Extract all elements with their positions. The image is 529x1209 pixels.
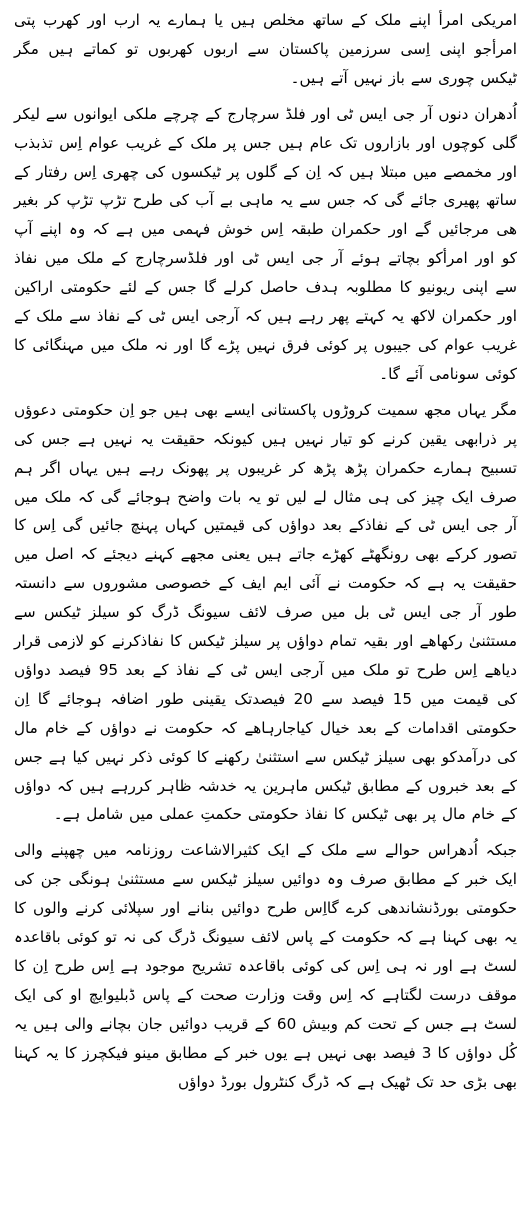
paragraph-3: مگر یہاں مجھ سمیت کروڑوں پاکستانی ایسے بھی ہیں جو اِن حکومتی دعوؤں پر ذرابھی یقین کرنے کو تیار نہیں ہیں کیونکہ حقیقت یہ نہیں ہے جس کی تسبیح ہمارے حکمران پڑھ پڑھ کر غریبوں پر پھونک رہے ہیں یہاں اگر ہم صرف ایک چیز کی ہی مثال لے لیں تو یہ بات واضح ہوجائے گی کہ ملک میں آر جی ایس ٹی کے نفاذکے بعد دواؤں کی قیمتیں کہاں پہنچ جائیں گی اِس کا تصور کرکے بھی رونگھٹے کھڑے جاتے ہیں یعنی مجھے کہنے دیجئے کہ اصل میں حقیقت یہ ہے کہ حکومت نے آئی ایم ایف کے خصوصی مشوروں سے دانستہ طور آر جی ایس ٹی بل میں صرف لائف سیونگ ڈرگ کو سیلز ٹیکس سے مستثنیٰ رکھاھے اور بقیہ تمام دواؤں پر سیلز ٹیکس کا نفاذکرنے کو لازمی قرار دیاھے اِس طرح تو ملک میں آرجی ایس ٹی کے نفاذ کے بعد 95 فیصد دواؤں کی قیمت میں 15 فیصد سے 20 فیصدتک یقینی طور اضافہ ہوجائے گا اِن حکومتی اقدامات کے بعد خیال کیاجارہاھے کہ حکومت نے دواؤں کے خام مال کی درآمدکو بھی سیلز ٹیکس سے استثنیٰ رکھنے کا کوئی ذکر نہیں کیا ہے جس کے بعد خبروں کے مطابق ٹیکس ماہرین یہ خدشہ ظاہر کررہے ہیں کہ دواؤں کے خام مال پر بھی ٹیکس کا نفاذ حکومتی حکمتِ عملی میں شامل ہے۔	[14, 400, 517, 824]
paragraph-4: جبکہ اُدھراس حوالے سے ملک کے ایک کثیرالاشاعت روزنامہ میں چھپنے والی ایک خبر کے مطابق صرف وہ دوائیں سیلز ٹیکس سے مستثنیٰ ہونگی جن کی حکومتی بورڈنشاندھی کرے گااِس طرح دوائیں بنانے اور سپلائی کرنے والوں کا یہ بھی کہنا ہے کہ حکومت کے پاس لائف سیونگ ڈرگ کی نہ تو کوئی باقاعدہ لسٹ ہے اور نہ ہی اِس کی کوئی باقاعدہ تشریح موجود ہے اِس طرح اِن کا موقف درست لگتاہے کہ اِس وقت وزارت صحت کے پاس ڈبلیوایچ او کی ایک لسٹ ہے جس کے تحت کم وبیش 60 کے قریب دوائیں جان بچانے والی ہیں یہ کُل دواؤں کا 3 فیصد بھی نہیں ہے یوں خبر کے مطابق مینو فیکچرز کا یہ کہنا بھی بڑی حد تک ٹھیک ہے کہ ڈرگ کنٹرول بورڈ دواؤں	[14, 841, 517, 1091]
paragraph-1: امریکی امرأ اپنے ملک کے ساتھ مخلص ہیں یا ہمارے یہ ارب اور کھرب پتی امرأجو اپنی اِسی سرزمین پاکستان سے اربوں کھربوں تو کماتے ہیں مگر ٹیکس چوری سے باز نہیں آتے ہیں۔	[14, 11, 517, 87]
paragraph-2: اُدھران دنوں آر جی ایس ٹی اور فلڈ سرچارج کے چرچے ملکی ایوانوں سے لیکر گلی کوچوں اور بازاروں تک عام ہیں جس پر ملک کے غریب عوام اِس تذبذب اور مخمصے میں مبتلا ہیں کہ اِن کے گلوں پر ٹیکسوں کی چھری اِس رفتار کے ساتھ پھیری جائے گی کہ جس سے یہ ماہی بے آب کی طرح تڑپ تڑپ کر بغیر ھی مرجائیں گے اور حکمران طبقہ اِس خوش فہمی میں ہے کہ وہ اپنے آپ کو اور امرأکو بچاتے ہوئے آر جی ایس ٹی اور فلڈسرچارج کے ملک میں نفاذ سے اپنی ریونیو کا مطلوبہ ہدف حاصل کرلے گا جس کے لئے حکومتی اراکین اور حکمران لاکھ یہ کہتے پھر رہے ہیں کہ آرجی ایس ٹی کے نفاذ سے ملک کے غریب عوام کی جیبوں پر کوئی فرق نہیں پڑے گا اور نہ ملک میں مہنگائی کا کوئی سونامی آئے گا۔	[14, 104, 517, 383]
